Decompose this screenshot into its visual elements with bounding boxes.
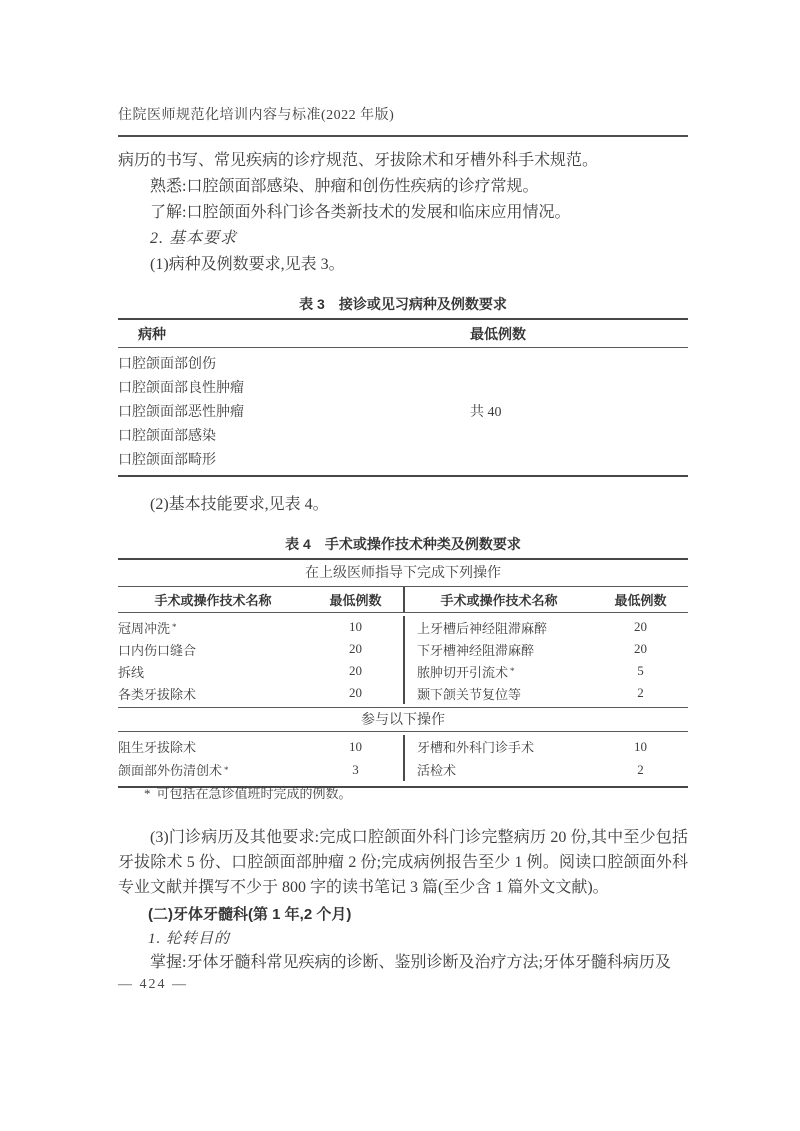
operation-min-cases: 5 <box>637 663 644 678</box>
operation-name <box>118 638 308 660</box>
disease-name: 口腔颌面部感染 <box>118 429 216 444</box>
table-row <box>118 399 688 423</box>
operation-name-text: 活检术 <box>417 763 457 778</box>
disease-name: 口腔颌面部创伤 <box>118 357 216 372</box>
heading-basic-requirements: 2. 基本要求 <box>150 230 238 247</box>
table3-title-text: 接诊或见习病种及例数要求 <box>338 296 507 312</box>
table-row <box>118 660 688 682</box>
operation-name <box>403 616 593 638</box>
table-row <box>118 423 688 447</box>
intro-paragraphs <box>118 148 688 278</box>
table4-section1-body <box>118 613 688 707</box>
operation-min-cases: 20 <box>349 685 362 700</box>
operation-name-text: 下牙槽神经阻滞麻醉 <box>417 642 535 658</box>
table4-caption <box>118 534 688 554</box>
table-row <box>118 758 688 781</box>
table3-header-row <box>118 320 688 348</box>
operation-name-text: 拆线 <box>118 664 145 680</box>
paragraph-skill-requirements: (2)基本技能要求,见表 4。 <box>150 496 329 513</box>
disease-name: 口腔颌面部恶性肿瘤 <box>118 405 244 420</box>
operation-name-text: 各类牙拔除术 <box>118 686 197 702</box>
table3 <box>118 318 688 477</box>
operation-min-cases: 3 <box>352 761 359 777</box>
operation-min-cases: 10 <box>349 619 362 634</box>
operation-min-cases: 10 <box>634 738 647 754</box>
table4-col-min-right: 最低例数 <box>614 593 667 608</box>
table-row <box>118 735 688 758</box>
running-head-title: 住院医师规范化培训内容与标准(2022 年版) <box>118 108 395 123</box>
table3-col-disease: 病种 <box>138 325 166 342</box>
table4-section2-body <box>118 732 688 786</box>
table-row <box>118 682 688 704</box>
disease-name: 口腔颌面部畸形 <box>118 453 216 468</box>
table4 <box>118 558 688 788</box>
operation-name-text: 口内伤口缝合 <box>118 642 197 658</box>
paragraph-continuation: 病历的书写、常见疾病的诊疗规范、牙拔除术和牙槽外科手术规范。 <box>118 152 599 169</box>
operation-name: 颌面部外伤清创术 * <box>118 758 308 781</box>
heading-rotation-purpose: 1. 轮转目的 <box>148 931 231 947</box>
operation-name <box>403 682 593 704</box>
table3-body <box>118 348 688 475</box>
paragraph-understand: 了解:口腔颌面外科门诊各类新技术的发展和临床应用情况。 <box>150 204 571 221</box>
table4-label: 表 4 <box>285 536 311 552</box>
operation-name: 脓肿切开引流术 * <box>403 660 593 682</box>
operation-name <box>118 735 308 758</box>
table-row <box>118 447 688 471</box>
operation-name-text: 上牙槽后神经阻滞麻醉 <box>417 620 548 636</box>
operation-name <box>403 735 593 758</box>
table4-header-row <box>118 587 688 613</box>
operation-name <box>118 660 308 682</box>
operation-min-cases: 20 <box>634 641 647 656</box>
table3-label: 表 3 <box>299 296 325 312</box>
operation-name <box>403 638 593 660</box>
table-row <box>118 616 688 638</box>
table-row <box>118 638 688 660</box>
table4-col-min-left: 最低例数 <box>329 593 382 608</box>
operation-min-cases: 2 <box>637 761 644 777</box>
page-number: — 424 — <box>118 977 188 992</box>
operation-name-text: 颞下颌关节复位等 <box>417 686 522 702</box>
table4-footnote <box>118 783 688 802</box>
page-content <box>118 0 688 1131</box>
operation-min-cases: 20 <box>349 641 362 656</box>
paragraph-records-requirements: (3)门诊病历及其他要求:完成口腔颌面外科门诊完整病历 20 份,其中至少包括牙拔除术 5 份、口腔颌面部肿瘤 2 份;完成病例报告至少 1 例。阅读口腔颌面外科专业文献并撰写不少于 800 字的读书笔记 3 篇(至少含 1 篇外文文献)。 <box>118 829 688 896</box>
table4-col-name-left: 手术或操作技术名称 <box>154 593 272 608</box>
table-row <box>118 375 688 399</box>
operation-name <box>118 682 308 704</box>
operation-name-text: 冠周冲洗 <box>118 620 171 636</box>
table4-col-name-right: 手术或操作技术名称 <box>403 587 593 612</box>
operation-name-text: 脓肿切开引流术 <box>417 664 509 680</box>
operation-name-text: 阻生牙拔除术 <box>118 740 197 755</box>
operation-min-cases: 2 <box>637 685 644 700</box>
operation-name-text: 颌面部外伤清创术 <box>118 763 223 778</box>
heading-endodontics-section: (二)牙体牙髓科(第 1 年,2 个月) <box>148 906 352 923</box>
paragraph-disease-requirements: (1)病种及例数要求,见表 3。 <box>150 256 345 273</box>
table-row <box>118 351 688 375</box>
running-head <box>118 106 688 137</box>
operation-name-text: 牙槽和外科门诊手术 <box>417 740 535 755</box>
table3-col-min-cases: 最低例数 <box>470 325 526 342</box>
footnote-asterisk: * <box>144 786 151 801</box>
disease-name: 口腔颌面部良性肿瘤 <box>118 381 244 396</box>
paragraph-familiar: 熟悉:口腔颌面部感染、肿瘤和创伤性疾病的诊疗常规。 <box>150 178 539 195</box>
disease-min-cases: 共 40 <box>470 405 502 420</box>
table4-section1-title: 在上级医师指导下完成下列操作 <box>118 560 688 587</box>
footnote-text: 可包括在急诊值班时完成的例数。 <box>156 786 352 801</box>
operation-min-cases: 20 <box>634 619 647 634</box>
table3-caption <box>118 294 688 314</box>
operation-min-cases: 10 <box>349 738 362 754</box>
paragraph-master: 掌握:牙体牙髓科常见疾病的诊断、鉴别诊断及治疗方法;牙体牙髓科病历及 <box>150 954 671 971</box>
table4-title-text: 手术或操作技术种类及例数要求 <box>324 536 521 552</box>
table4-section2-title: 参与以下操作 <box>118 707 688 732</box>
operation-name <box>403 758 593 781</box>
operation-min-cases: 20 <box>349 663 362 678</box>
operation-name: 冠周冲洗 * <box>118 616 308 638</box>
